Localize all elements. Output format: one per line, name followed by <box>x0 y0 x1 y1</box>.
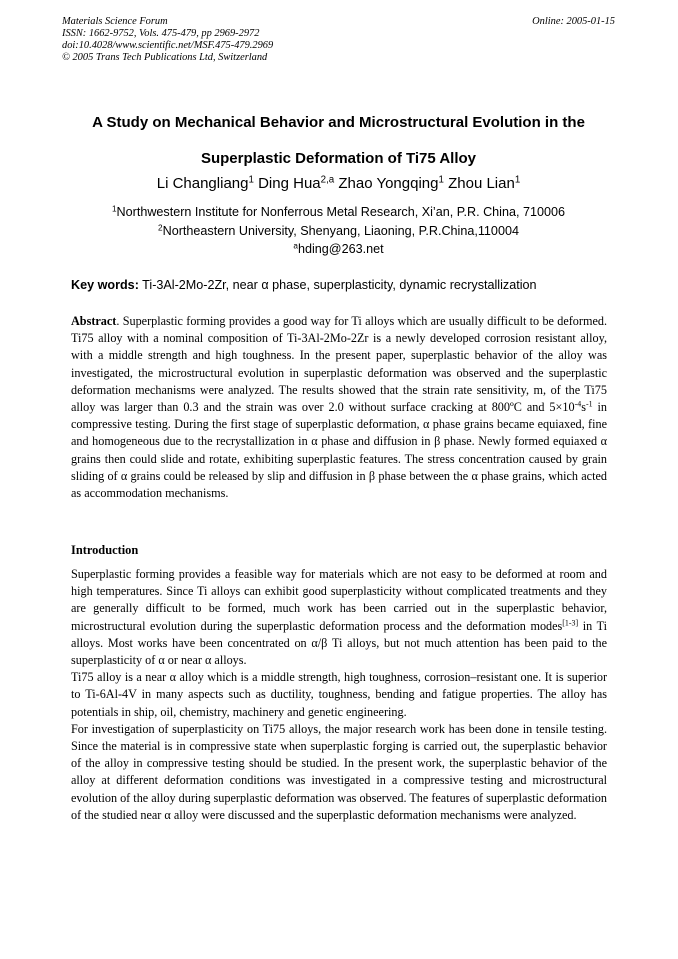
introduction-heading: Introduction <box>71 543 139 557</box>
keywords-text: Ti-3Al-2Mo-2Zr, near α phase, superplasticity, dynamic recrystallization <box>142 278 537 292</box>
affiliation-mark: a <box>293 241 298 251</box>
exponent: -1 <box>585 399 593 409</box>
affiliation-mark: 2 <box>158 223 163 232</box>
unit-text: s <box>581 400 586 415</box>
author-affiliation-mark: 1 <box>438 174 444 186</box>
exponent: -4 <box>574 399 582 409</box>
issn-line: ISSN: 1662-9752, Vols. 475-479, pp 2969-2972 <box>62 28 260 39</box>
affiliation-text: Northeastern University, Shenyang, Liaoning, P.R.China,110004 <box>162 223 519 238</box>
abstract <box>71 313 607 502</box>
author-name: Zhao Yongqing <box>338 175 439 192</box>
author-list <box>62 174 615 194</box>
doi-line: doi:10.4028/www.scientific.net/MSF.475-479.2969 <box>62 40 274 51</box>
affiliation-text: Northwestern Institute for Nonferrous Metal Research, Xi’an, P.R. China, 710006 <box>116 205 566 219</box>
paragraph-text: in Ti alloys. Most works have been concentrated on α/β Ti alloys, but not much attention has been paid to the superplasticity of α or near α alloys. <box>71 618 607 668</box>
affiliation-2 <box>62 222 615 241</box>
introduction-body <box>71 566 607 824</box>
title-line-1: A Study on Mechanical Behavior and Microstructural Evolution in the <box>92 114 585 131</box>
email-text: hding@263.net <box>297 242 384 256</box>
keywords <box>71 277 611 293</box>
intro-paragraph-1 <box>71 566 607 669</box>
abstract-text: . Superplastic forming provides a good way for Ti alloys which are usually difficult to be deformed. Ti75 alloy with a nominal composition of Ti-3Al-2Mo-2Zr is a newly developed corrosion resistant alloy, with a middle strength and high toughness. In the present paper, superplastic behavior of the alloy was investigated, the microstructural evolution in superplastic deformation was observed and the superplastic deformation mechanisms were analyzed. The results showed that the strain rate sensitivity, m, of the Ti75 alloy was larger than 0.3 and the strain was over 2.0 without surface cracking at 800ºC and 5×10 <box>71 314 607 415</box>
contact-email <box>62 240 615 259</box>
author-affiliation-mark: 1 <box>248 174 254 186</box>
citation-ref: [1-3] <box>562 618 579 628</box>
publication-header <box>62 16 615 64</box>
journal-name: Materials Science Forum <box>62 16 168 27</box>
copyright-line: © 2005 Trans Tech Publications Ltd, Switzerland <box>62 52 268 63</box>
keywords-label: Key words: <box>71 278 139 292</box>
affiliation-list <box>62 203 615 259</box>
affiliation-mark: 1 <box>111 204 117 214</box>
affiliation-1 <box>62 203 615 222</box>
paper-title <box>62 105 615 177</box>
abstract-text-continued: in compressive testing. During the first stage of superplastic deformation, α phase grains became equiaxed, fine and homogeneous due to the recrystallization in α phase and diffusion in β phase. Newly formed equiaxed α grains then could slide and rotate, exhibiting superplastic features. The stress concentration caused by grain sliding of α grains could be released by slip and diffusion in β phase between the α phase grains, which acted as accommodation mechanisms. <box>71 400 607 501</box>
paragraph-text: Superplastic forming provides a feasible way for materials which are not easy to be deformed at room and high temperatures. Since Ti alloys can exhibit good superplasticity without complicated treatments and they are generally difficult to be formed, much work has been carried out in the superplastic behavior, microstructural evolution during the superplastic deformation process and the deformation modes <box>71 567 607 633</box>
author-name: Li Changliang <box>156 175 249 192</box>
abstract-label: Abstract <box>71 314 117 328</box>
title-line-2: Superplastic Deformation of Ti75 Alloy <box>200 150 477 167</box>
author-affiliation-mark: 1 <box>514 174 521 186</box>
intro-paragraph-3: For investigation of superplasticity on Ti75 alloys, the major research work has been done in tensile testing. Since the material is in compressive state when superplastic forging is carried out, the superplastic behavior of the alloy in compressive testing should be studied. In the present work, the superplastic behavior of the alloy at different deformation conditions was investigated in a compressive testing and microstructural evolution of the alloy during superplastic deformation was observed. The features of superplastic deformation of the studied near α alloy were discussed and the superplastic deformation mechanisms were analyzed. <box>71 721 607 822</box>
author-name: Zhou Lian <box>448 175 515 192</box>
author-affiliation-mark: 2,a <box>320 174 335 186</box>
intro-paragraph-2: Ti75 alloy is a near α alloy which is a middle strength, high toughness, corrosion–resistant one. It is superior to Ti-6Al-4V in many aspects such as ductility, toughness, bending and fatigue properties. The alloy has potentials in ship, oil, chemistry, machinery and genetic engineering. <box>71 670 607 719</box>
online-date: Online: 2005-01-15 <box>532 16 615 27</box>
author-name: Ding Hua <box>258 175 321 192</box>
